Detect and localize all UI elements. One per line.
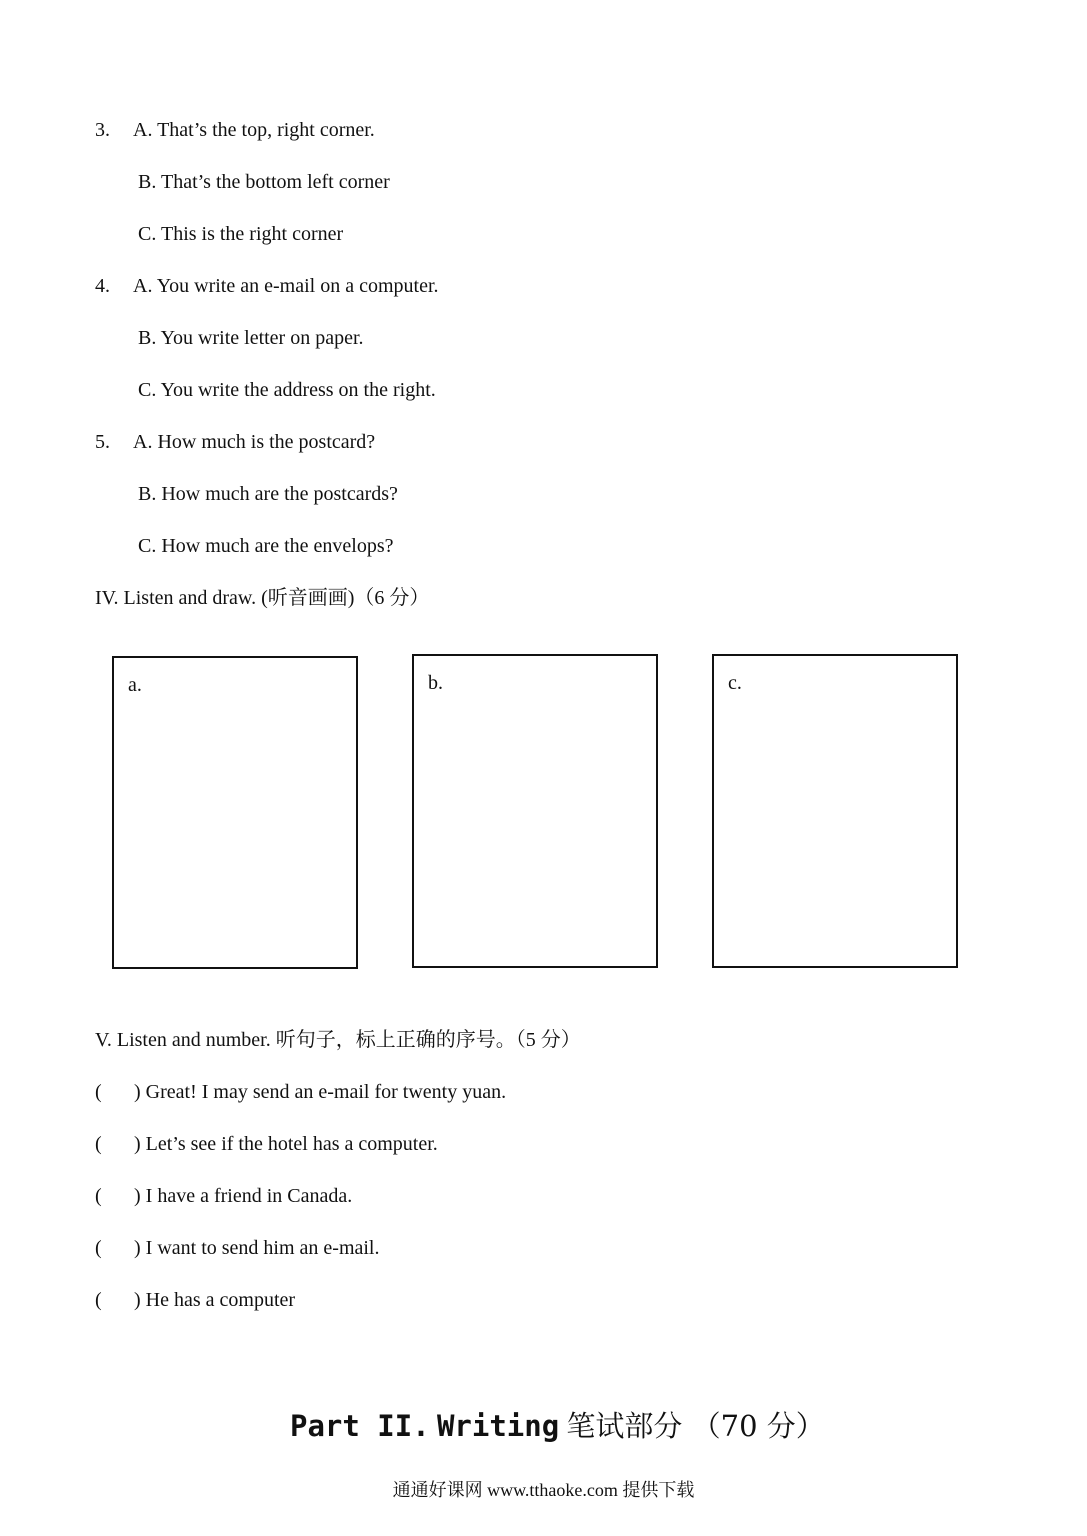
sentence-item: ) I have a friend in Canada.	[134, 1185, 353, 1207]
drawing-box-label: a.	[128, 674, 142, 696]
drawing-box-c[interactable]	[712, 654, 958, 968]
question-5-option-a: A. How much is the postcard?	[133, 431, 376, 453]
number-blank[interactable]: (	[95, 1081, 102, 1103]
drawing-box-label: b.	[428, 672, 443, 694]
part-2-title	[290, 1408, 825, 1445]
question-3-option-b: B. That’s the bottom left corner	[138, 171, 390, 193]
sentence-item: ) Let’s see if the hotel has a computer.	[134, 1133, 438, 1155]
question-3-option-c: C. This is the right corner	[138, 223, 344, 245]
question-4-option-a: A. You write an e-mail on a computer.	[133, 275, 439, 297]
part-2-label: Part II.	[290, 1409, 430, 1443]
drawing-box-label: c.	[728, 672, 742, 694]
part-2-writing: Writing	[436, 1409, 560, 1443]
question-3-option-a: A. That’s the top, right corner.	[133, 119, 375, 141]
page-footer: 通通好课网 www.tthaoke.com 提供下载	[392, 1480, 695, 1500]
sentence-item: ) I want to send him an e-mail.	[134, 1237, 380, 1259]
number-blank[interactable]: (	[95, 1289, 102, 1311]
drawing-box-b[interactable]	[412, 654, 658, 968]
section-4-heading: IV. Listen and draw. (听音画画)（6 分）	[95, 587, 430, 609]
sentence-item: ) Great! I may send an e-mail for twenty yuan.	[134, 1081, 507, 1103]
number-blank[interactable]: (	[95, 1237, 102, 1259]
question-4-number: 4.	[95, 275, 110, 297]
question-3-number: 3.	[95, 119, 110, 141]
question-4-option-b: B. You write letter on paper.	[138, 327, 364, 349]
question-5-number: 5.	[95, 431, 110, 453]
number-blank[interactable]: (	[95, 1185, 102, 1207]
question-5-option-b: B. How much are the postcards?	[138, 483, 398, 505]
drawing-box-a[interactable]	[112, 656, 358, 969]
part-2-chinese: 笔试部分 （70 分）	[566, 1409, 825, 1443]
section-5-heading: V. Listen and number. 听句子，标上正确的序号。（5 分）	[95, 1029, 581, 1051]
number-blank[interactable]: (	[95, 1133, 102, 1155]
question-4-option-c: C. You write the address on the right.	[138, 379, 436, 401]
sentence-item: ) He has a computer	[134, 1289, 296, 1311]
question-5-option-c: C. How much are the envelops?	[138, 535, 394, 557]
